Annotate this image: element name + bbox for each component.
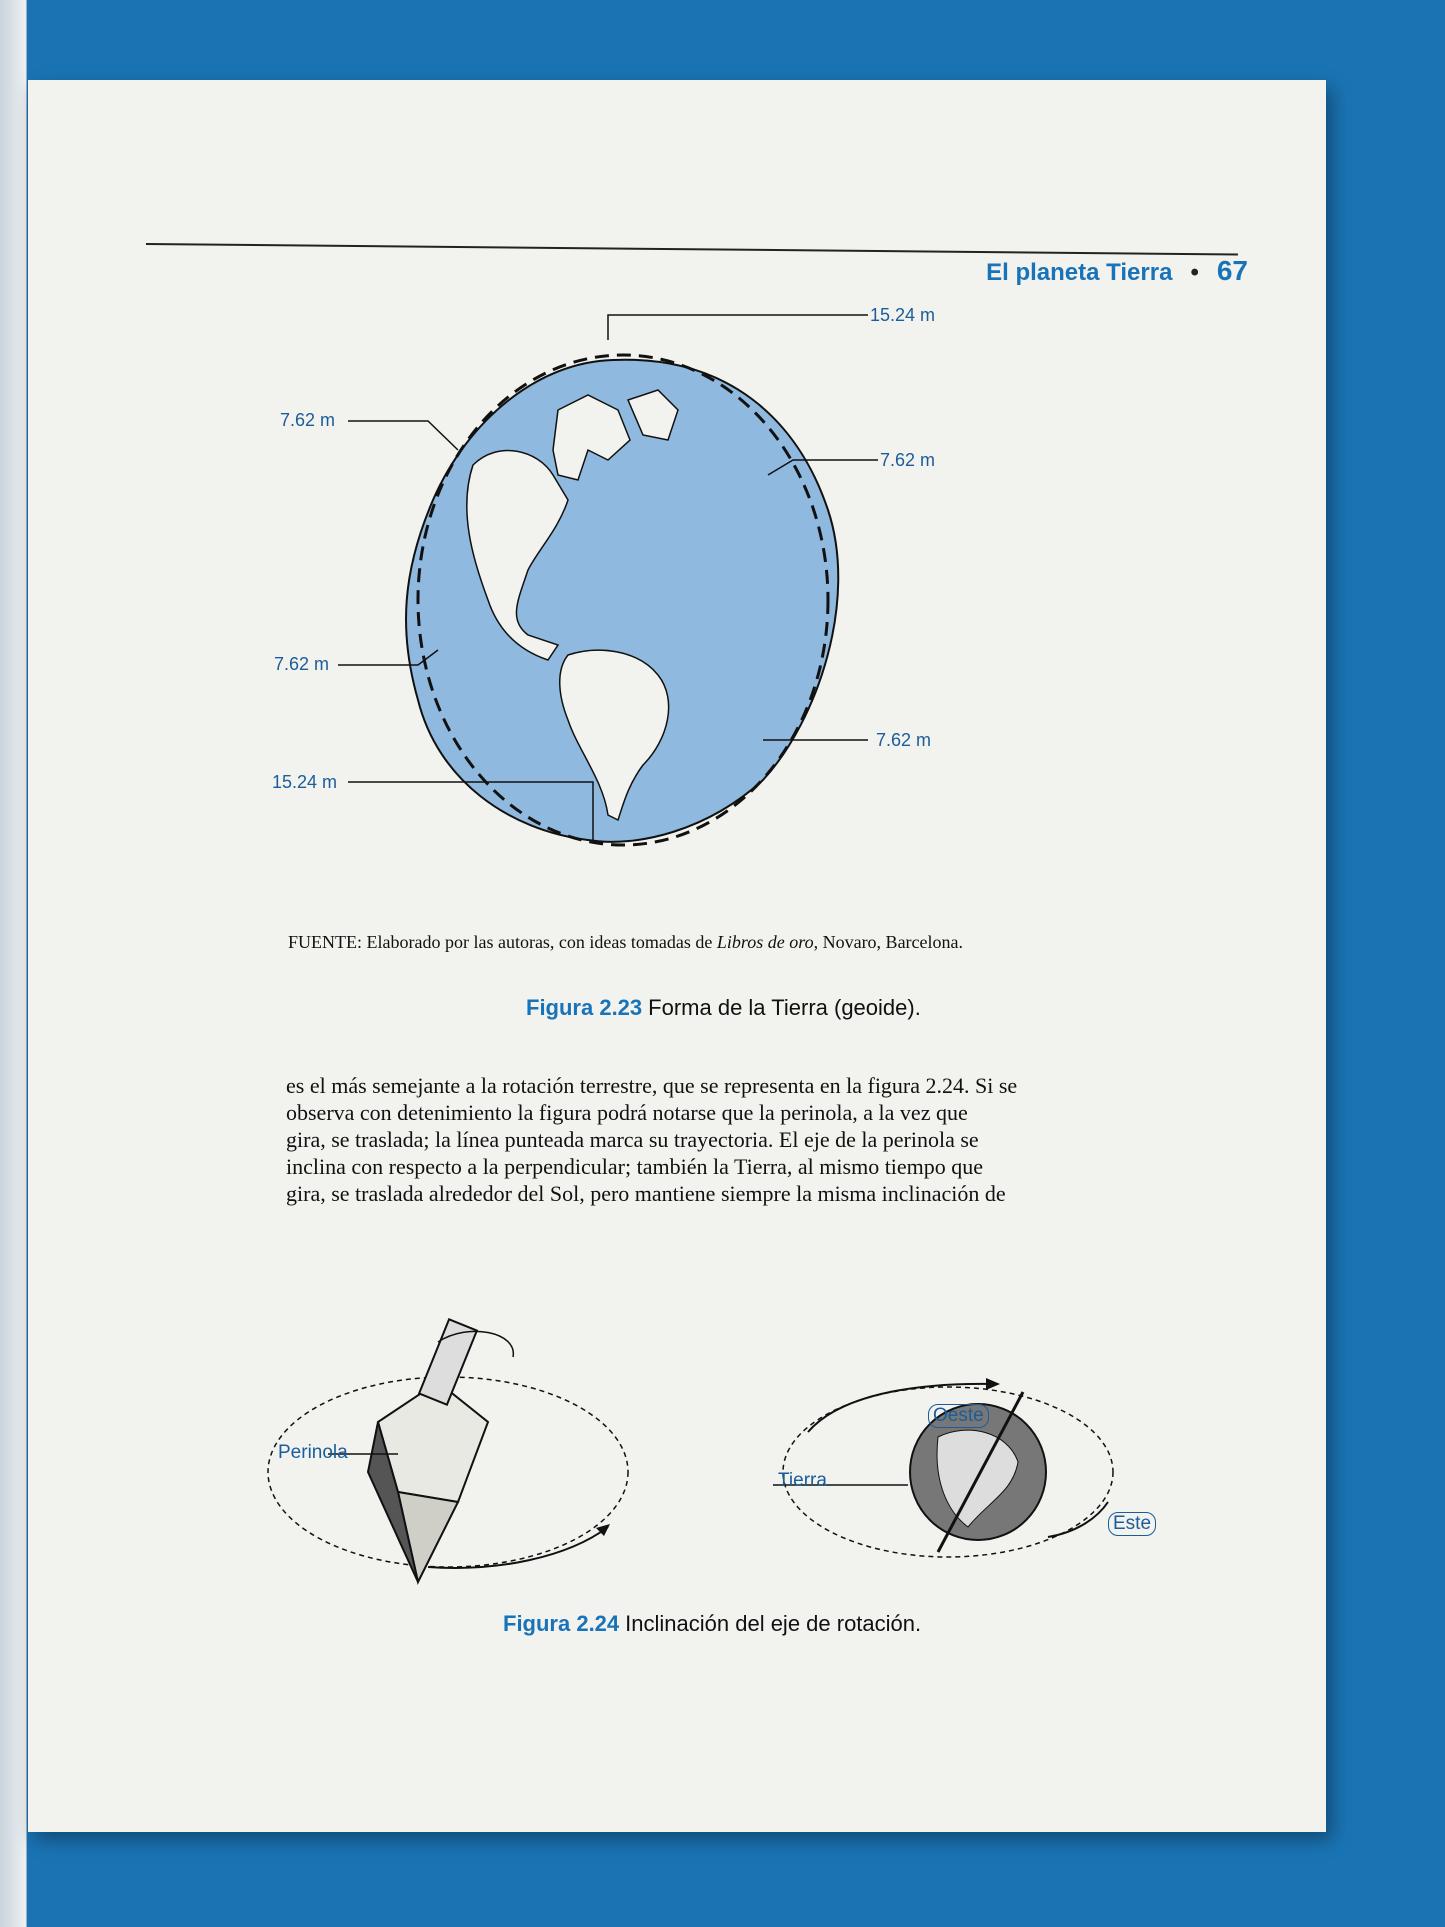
label-oeste: Oeste: [928, 1404, 989, 1428]
leader-upper-left: [348, 421, 458, 450]
label-este: Este: [1108, 1512, 1156, 1536]
running-head: [908, 255, 1248, 287]
top-orbit-arrow: [428, 1527, 608, 1568]
arrow-head-icon: [986, 1378, 1000, 1390]
previous-page-edge: [0, 0, 27, 1927]
figure-caption-2-23: [526, 995, 921, 1021]
paragraph-line: gira, se traslada; la línea punteada marca su trayectoria. El eje de la perinola se: [286, 1127, 979, 1152]
section-title: El planeta Tierra: [986, 259, 1173, 286]
dim-bottom: 15.24 m: [272, 772, 338, 792]
paragraph-line: observa con detenimiento la figura podrá notarse que la perinola, a la vez que: [286, 1100, 968, 1125]
spinning-top: [368, 1319, 488, 1582]
book-page: [28, 80, 1326, 1832]
body-paragraph: [286, 1072, 1236, 1207]
figure-source: [288, 932, 1248, 953]
dim-lower-right: 7.62 m: [876, 730, 932, 750]
source-prefix: FUENTE:: [288, 932, 362, 952]
label-perinola: Perinola: [278, 1442, 348, 1463]
source-text: Elaborado por las autoras, con ideas tomadas de: [366, 932, 717, 952]
page-number: 67: [1216, 255, 1248, 286]
caption-text: Inclinación del eje de rotación.: [625, 1611, 922, 1636]
caption-label: Figura 2.24: [503, 1611, 620, 1636]
figure-caption-2-24: [503, 1611, 921, 1637]
rotation-diagram: [248, 1302, 1248, 1602]
label-tierra: Tierra: [778, 1470, 827, 1491]
source-book: Libros de oro: [716, 932, 814, 952]
dim-upper-right: 7.62 m: [880, 450, 936, 470]
leader-top: [608, 315, 868, 340]
rotation-figure: [248, 1302, 1248, 1602]
paragraph-line: inclina con respecto a la perpendicular; también la Tierra, al mismo tiempo que: [286, 1154, 984, 1179]
dim-upper-left: 7.62 m: [280, 410, 336, 430]
paragraph-line: es el más semejante a la rotación terrestre, que se representa en la figura 2.24. Si se: [286, 1073, 1018, 1098]
caption-label: Figura 2.23: [526, 995, 643, 1020]
bullet-icon: •: [1190, 259, 1199, 286]
dim-lower-left: 7.62 m: [274, 654, 330, 674]
header-rule: [146, 243, 1238, 255]
paragraph-line: gira, se traslada alrededor del Sol, pero mantiene siempre la misma inclinación de: [286, 1181, 1006, 1206]
dim-top: 15.24 m: [870, 305, 936, 325]
source-suffix: , Novaro, Barcelona.: [813, 932, 964, 952]
geoid-diagram: [258, 300, 1078, 900]
caption-text: Forma de la Tierra (geoide).: [648, 995, 921, 1020]
geoid-figure: [258, 300, 1078, 900]
